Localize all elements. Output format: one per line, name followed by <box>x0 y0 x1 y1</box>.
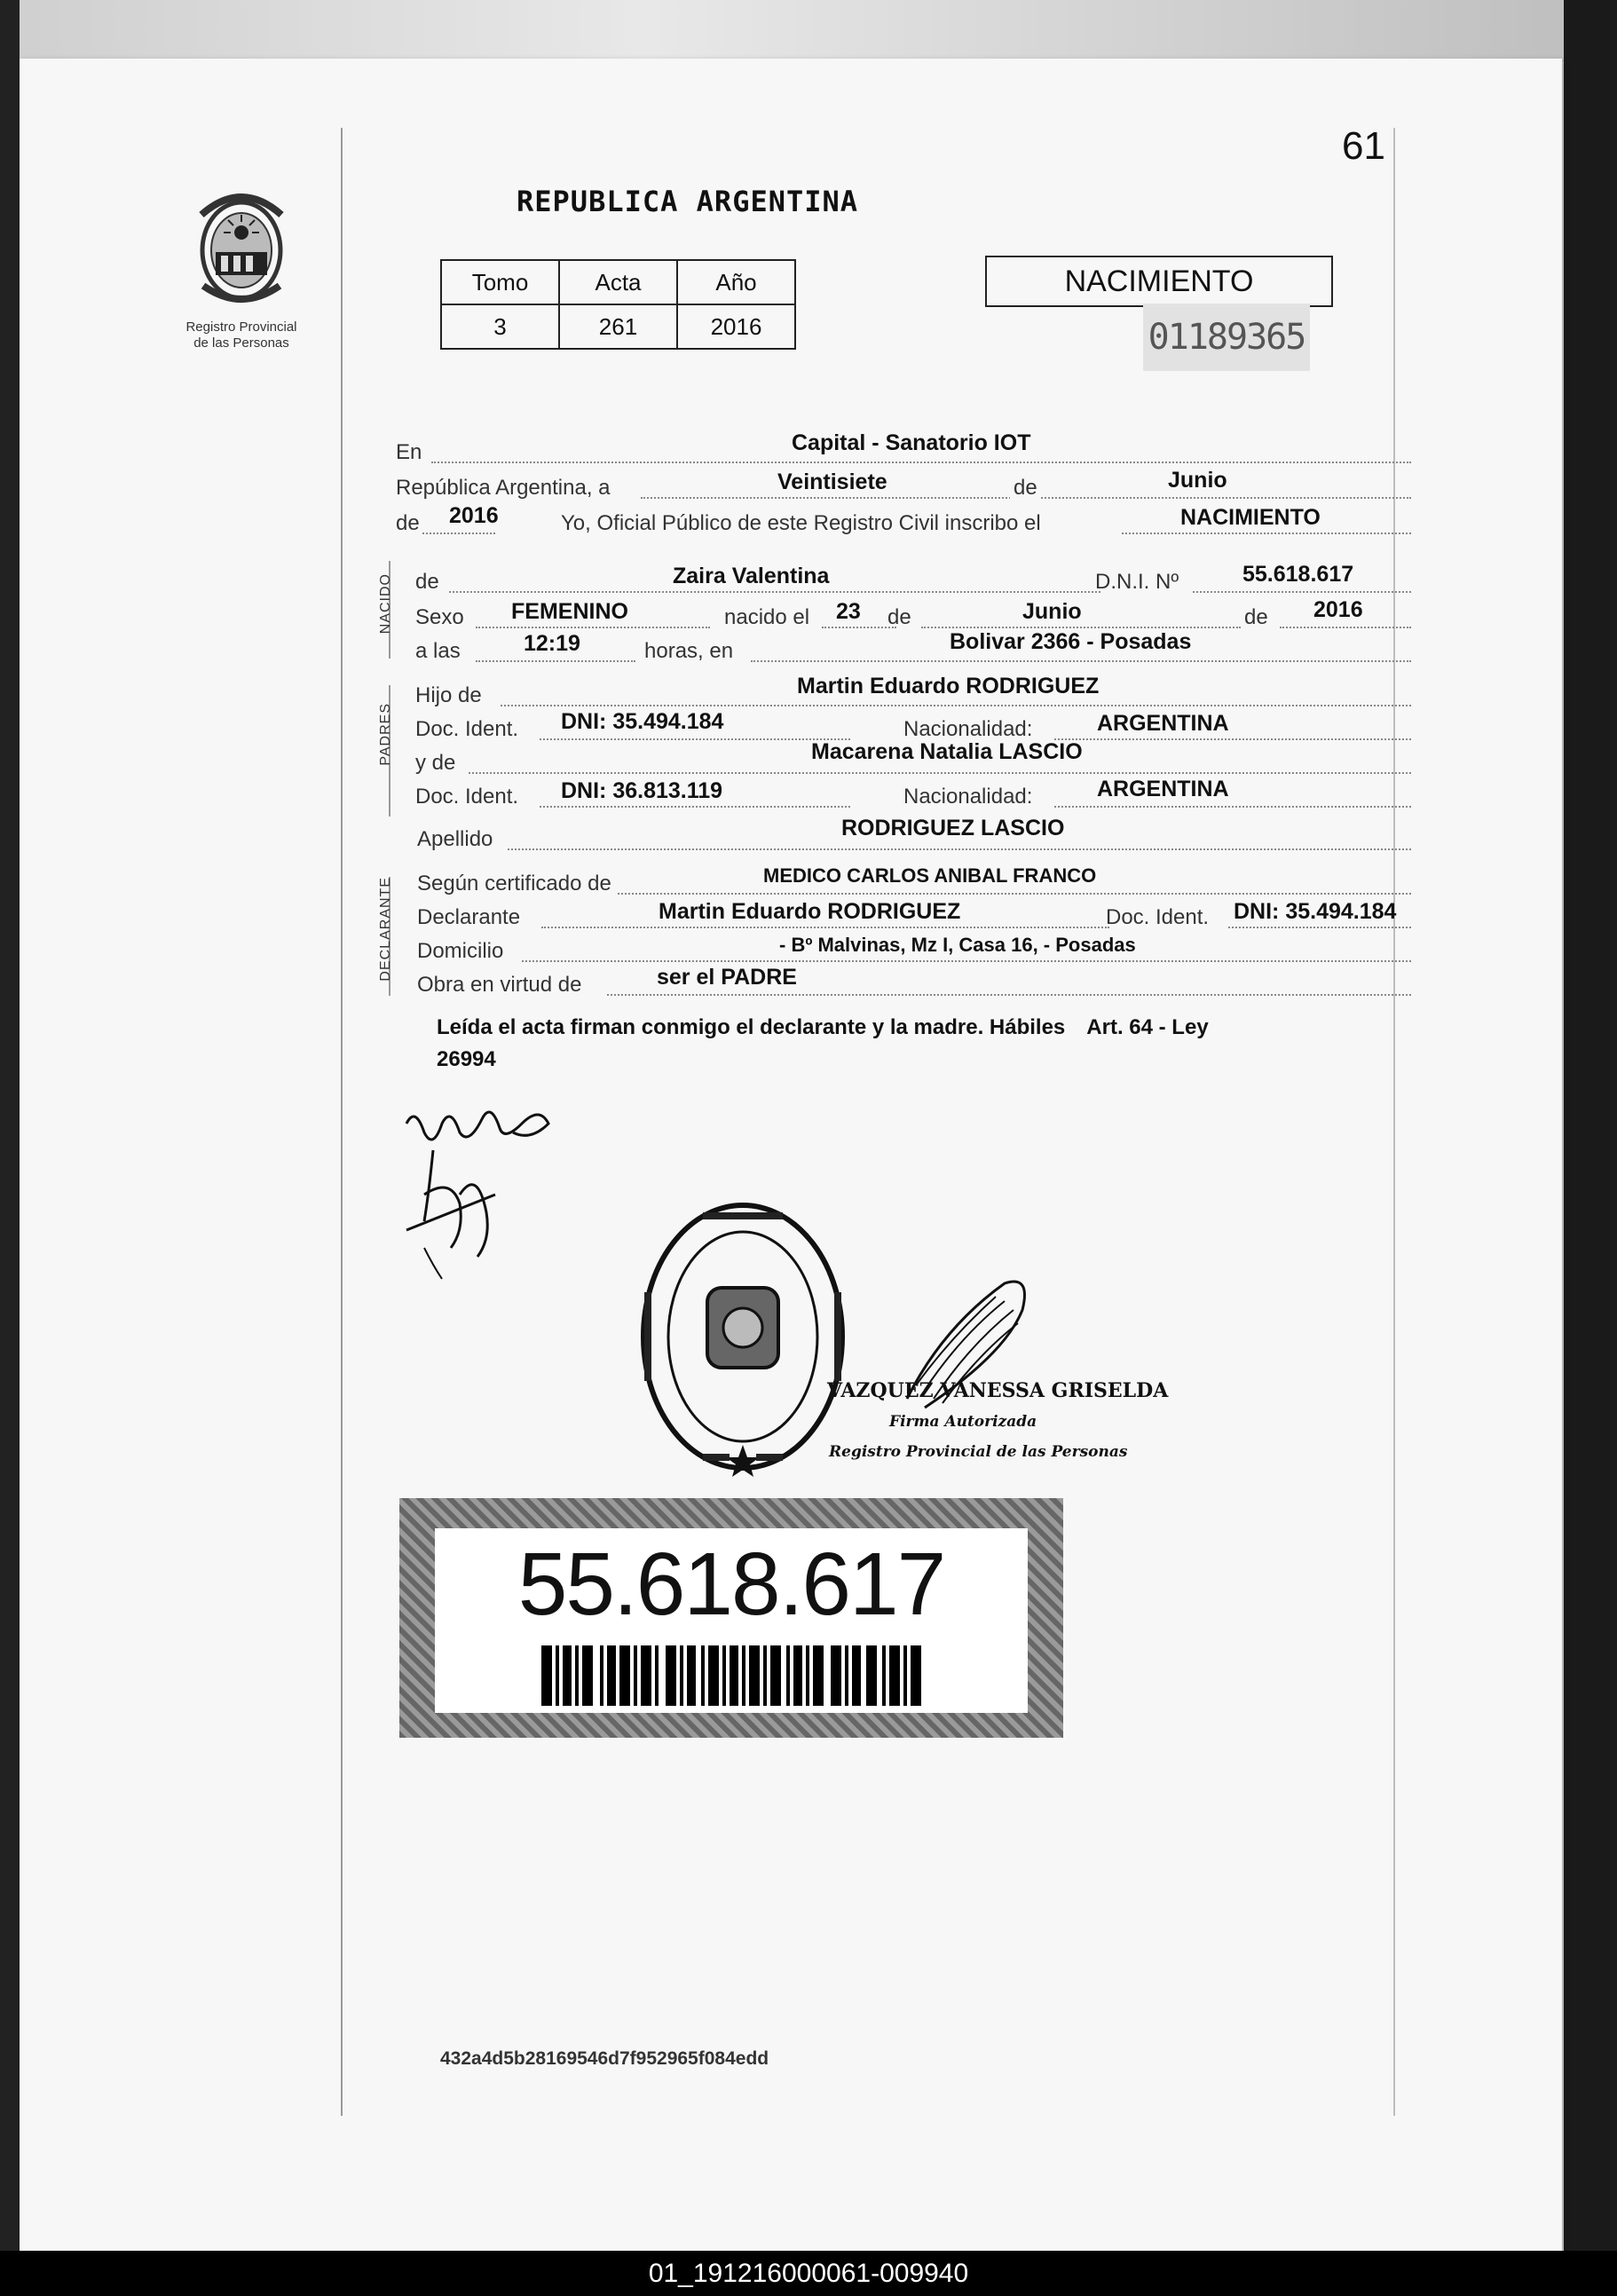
section-label-nacido: NACIDO <box>378 573 393 635</box>
line-certificado <box>396 864 1411 896</box>
official-name: VAZQUEZ VANESSA GRISELDA <box>827 1379 1169 1402</box>
value-father-nationality: ARGENTINA <box>1097 711 1229 736</box>
label-de: de <box>396 511 420 535</box>
value-birth-place: Bolivar 2366 - Posadas <box>950 629 1192 654</box>
dotted-line <box>540 738 850 740</box>
value-record-year: 2016 <box>449 503 499 528</box>
label-nacionalidad: Nacionalidad: <box>903 785 1033 809</box>
dotted-line <box>1054 738 1411 740</box>
dotted-line <box>1193 591 1411 593</box>
dotted-line <box>501 705 1411 706</box>
value-sexo: FEMENINO <box>511 599 628 624</box>
official-seal <box>632 1195 854 1483</box>
value-mother-nationality: ARGENTINA <box>1097 777 1229 801</box>
logo-caption <box>170 320 312 351</box>
dotted-line <box>476 627 710 628</box>
scan-background-left <box>0 0 20 2254</box>
label-apellido: Apellido <box>417 827 493 851</box>
label-de: de <box>1244 605 1268 629</box>
value-domicilio: - Bº Malvinas, Mz I, Casa 16, - Posadas <box>779 934 1136 956</box>
registry-seal-icon <box>632 1195 854 1479</box>
dotted-line <box>476 660 635 662</box>
header-ano: Año <box>677 260 795 304</box>
barcode-sticker-inner <box>435 1528 1028 1713</box>
value-record-month: Junio <box>1168 468 1227 493</box>
provincial-coat-of-arms-icon <box>184 179 299 312</box>
record-type-box: NACIMIENTO <box>985 256 1333 307</box>
document-hash: 432a4d5b28169546d7f952965f084edd <box>440 2048 769 2069</box>
label-declarante: Declarante <box>417 905 521 929</box>
registry-table <box>440 259 796 350</box>
value-acta: 261 <box>559 304 677 349</box>
label-doc-ident: Doc. Ident. <box>415 717 519 741</box>
label-oficial-text: Yo, Oficial Público de este Registro Civil inscribo el <box>561 511 1041 535</box>
dotted-line <box>522 960 1411 962</box>
dotted-line <box>1228 927 1411 928</box>
header-acta: Acta <box>559 260 677 304</box>
label-doc-ident: Doc. Ident. <box>415 785 519 809</box>
handwritten-signature-icon <box>398 1097 575 1283</box>
line-mother-doc <box>396 777 1411 809</box>
official-organization: Registro Provincial de las Personas <box>829 1443 1128 1461</box>
scan-footer-code: 01_191216000061-009940 <box>0 2251 1617 2296</box>
label-de: de <box>1010 476 1041 501</box>
label-nacionalidad: Nacionalidad: <box>903 717 1033 741</box>
value-obra: ser el PADRE <box>657 965 797 990</box>
dotted-line <box>1280 627 1411 628</box>
official-title: Firma Autorizada <box>889 1413 1037 1431</box>
value-birth-month: Junio <box>1022 599 1082 624</box>
dotted-line <box>541 927 1109 928</box>
closing-text-line2: 26994 <box>437 1047 496 1071</box>
value-place-of-record: Capital - Sanatorio IOT <box>792 430 1031 455</box>
value-apellido: RODRIGUEZ LASCIO <box>841 816 1065 840</box>
dotted-line <box>540 806 850 808</box>
line-declarante <box>396 899 1411 930</box>
value-child-dni: 55.618.617 <box>1242 562 1354 587</box>
line-y-de <box>396 739 1411 776</box>
declarant-signature <box>398 1097 575 1288</box>
line-obra <box>396 965 1411 998</box>
barcode-number: 55.618.617 <box>517 1535 945 1634</box>
registry-logo <box>170 179 312 351</box>
line-sexo <box>396 597 1411 630</box>
section-label-padres: PADRES <box>378 703 393 766</box>
form-left-border <box>341 128 343 2116</box>
section-label-declarante: DECLARANTE <box>378 877 393 982</box>
value-declarante-name: Martin Eduardo RODRIGUEZ <box>659 899 961 924</box>
value-father-doc: DNI: 35.494.184 <box>561 709 724 734</box>
value-record-day: Veintisiete <box>777 469 887 494</box>
label-a-las: a las <box>415 639 461 663</box>
scan-background-right <box>1564 0 1617 2254</box>
value-record-type: NACIMIENTO <box>1180 505 1321 530</box>
label-domicilio: Domicilio <box>417 939 504 963</box>
value-certificado: MEDICO CARLOS ANIBAL FRANCO <box>763 864 1097 887</box>
label-sexo: Sexo <box>415 605 464 629</box>
registry-table-value-row <box>441 304 795 349</box>
dotted-line <box>508 848 1411 850</box>
label-republica: República Argentina, a <box>396 476 611 500</box>
value-father-name: Martin Eduardo RODRIGUEZ <box>797 674 1100 698</box>
value-declarante-doc: DNI: 35.494.184 <box>1234 899 1397 924</box>
barcode-sticker <box>399 1498 1063 1738</box>
logo-caption-line2: de las Personas <box>193 335 289 351</box>
line-hora <box>396 629 1411 664</box>
dotted-line <box>618 893 1411 895</box>
label-y-de: y de <box>415 751 456 775</box>
line-year <box>396 503 1411 536</box>
value-birth-time: 12:19 <box>524 631 580 656</box>
label-doc-ident: Doc. Ident. <box>1106 905 1210 929</box>
dotted-line <box>1122 533 1411 534</box>
value-birth-year: 2016 <box>1313 597 1363 622</box>
label-hijo-de: Hijo de <box>415 683 482 707</box>
dotted-line <box>1054 806 1411 808</box>
dotted-line <box>469 772 1411 774</box>
value-tomo: 3 <box>441 304 559 349</box>
barcode-icon <box>541 1645 932 1706</box>
logo-caption-line1: Registro Provincial <box>185 320 297 335</box>
dotted-line <box>921 627 1241 628</box>
value-child-name: Zaira Valentina <box>673 564 830 588</box>
label-de: de <box>887 605 911 629</box>
line-en <box>396 430 1411 465</box>
dotted-line <box>449 591 1100 593</box>
label-de: de <box>415 570 439 594</box>
label-en: En <box>396 440 422 464</box>
value-birth-day: 23 <box>836 599 861 624</box>
label-nacido: nacido el <box>724 605 810 629</box>
closing-statement <box>437 1012 1395 1076</box>
line-father-doc <box>396 709 1411 742</box>
line-republica <box>396 468 1411 501</box>
registry-table-header-row <box>441 260 795 304</box>
document-page <box>20 59 1562 2251</box>
line-name <box>396 562 1411 595</box>
label-segun-certificado: Según certificado de <box>417 872 611 896</box>
page-number: 61 <box>1342 124 1385 168</box>
scan-background-top <box>0 0 1617 62</box>
value-ano: 2016 <box>677 304 795 349</box>
dotted-line <box>607 994 1411 996</box>
document-title: REPUBLICA ARGENTINA <box>517 185 859 218</box>
label-dni: D.N.I. Nº <box>1095 570 1179 594</box>
line-domicilio <box>396 934 1411 964</box>
dotted-line <box>751 660 1411 662</box>
line-hijo <box>396 674 1411 708</box>
label-obra-en-virtud: Obra en virtud de <box>417 973 582 997</box>
form-right-border <box>1393 128 1395 2116</box>
serial-number: 01189365 <box>1143 304 1310 371</box>
label-horas-en: horas, en <box>644 639 734 663</box>
value-mother-doc: DNI: 36.813.119 <box>561 778 723 803</box>
dotted-line <box>422 533 495 534</box>
value-mother-name: Macarena Natalia LASCIO <box>811 739 1083 764</box>
line-apellido <box>396 816 1411 852</box>
dotted-line <box>431 462 1411 463</box>
header-tomo: Tomo <box>441 260 559 304</box>
dotted-line <box>822 627 896 628</box>
closing-article: Art. 64 - Ley <box>1086 1015 1209 1039</box>
closing-text-line1: Leída el acta firman conmigo el declarante y la madre. Hábiles <box>437 1015 1066 1039</box>
